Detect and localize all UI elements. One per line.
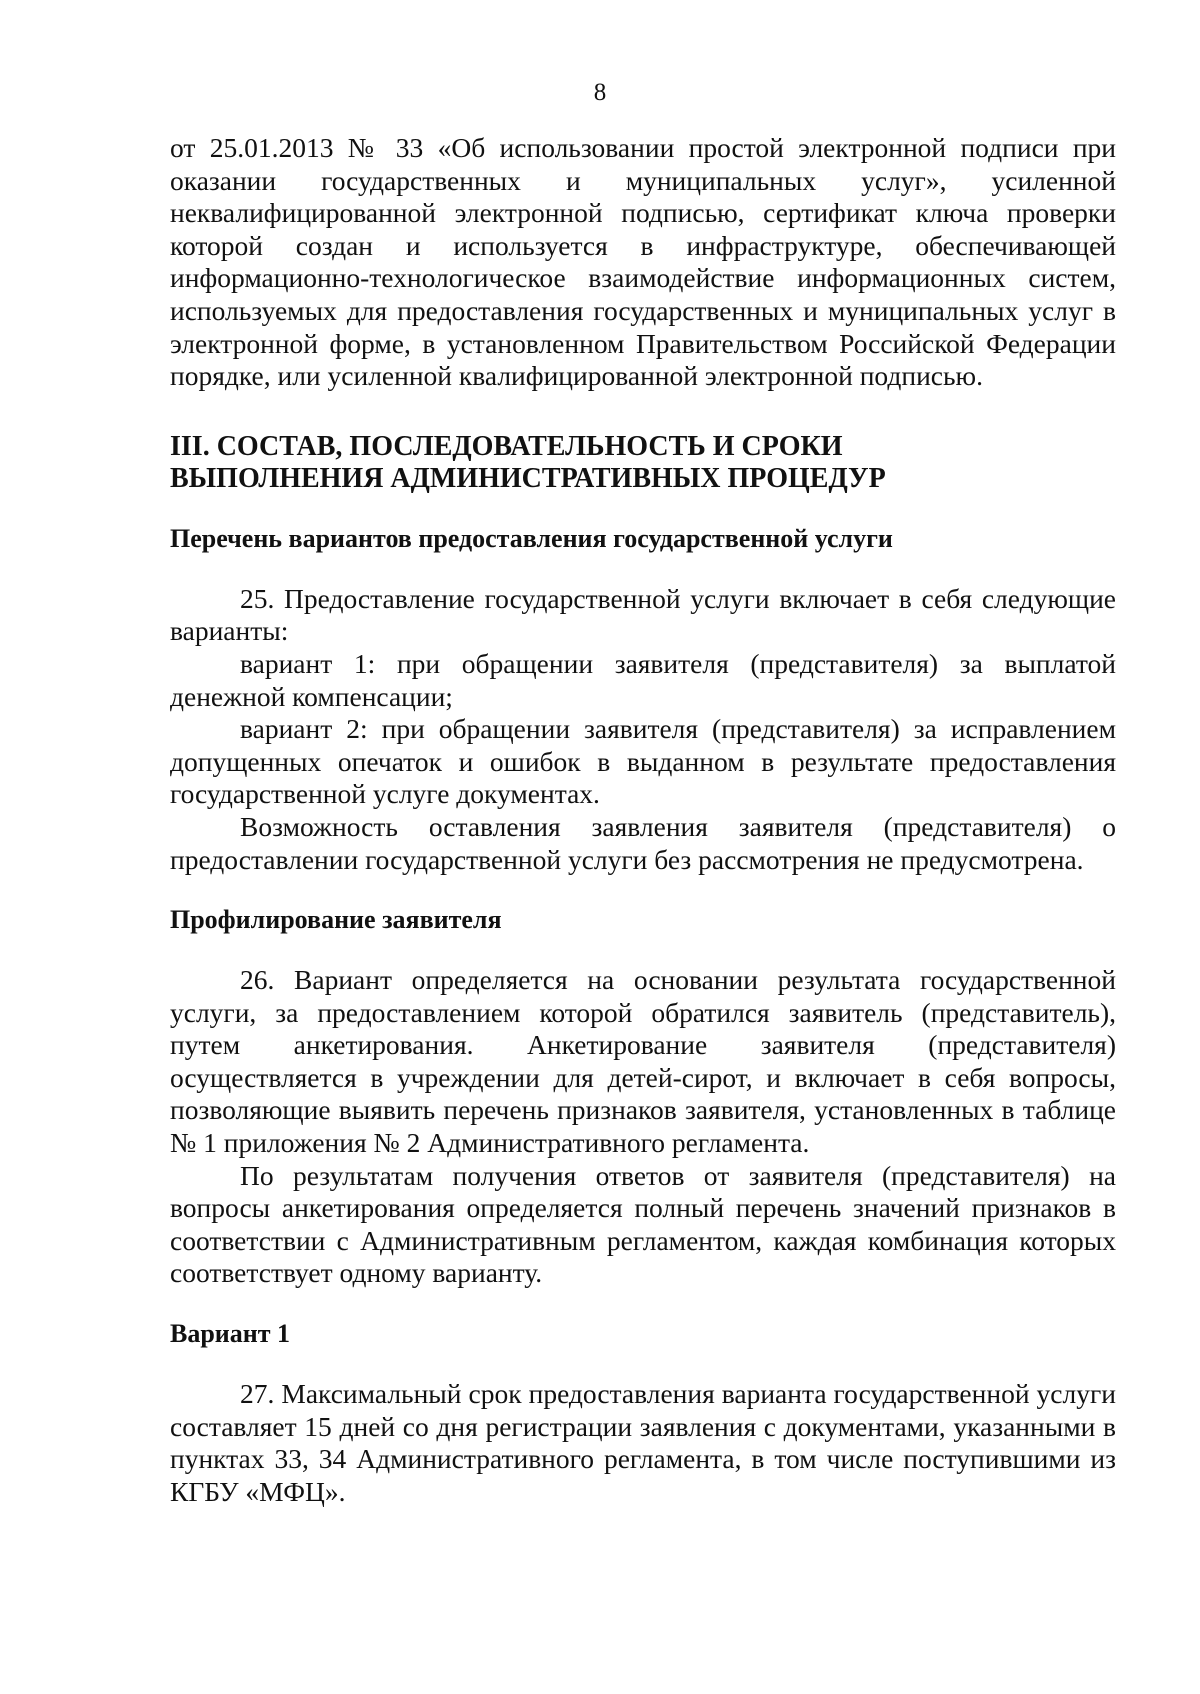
continuation-paragraph: от 25.01.2013 № 33 «Об использовании простой электронной подписи при оказании государственных и муниципальных услуг», усиленной неквалифицированной электронной подписью, сертификат ключа проверки которой создан и используется в инфраструктуре, обеспечивающей информационно-технологическое взаимодействие информационных систем, используемых для предоставления государственных и муниципальных услуг в электронной форме, в установленном Правительством Российской Федерации порядке, или усиленной квалифицированной электронной подписью. bbox=[170, 132, 1116, 392]
spacer bbox=[170, 555, 1116, 583]
paragraph-25: 25. Предоставление государственной услуги включает в себя следующие варианты: bbox=[170, 582, 1116, 647]
paragraph-profiling-results: По результатам получения ответов от заявителя (представителя) на вопросы анкетирования определяется полный перечень значений признаков в соответствии с Административным регламентом, каждая комбинация которых соответствует одному варианту. bbox=[170, 1159, 1116, 1289]
subsection-title-variants: Перечень вариантов предоставления государственной услуги bbox=[170, 523, 893, 553]
section-title bbox=[170, 431, 1116, 495]
spacer bbox=[170, 936, 1116, 964]
spacer bbox=[170, 1350, 1116, 1378]
paragraph-no-rejection: Возможность оставления заявления заявителя (представителя) о предоставлении государственной услуги без рассмотрения не предусмотрена. bbox=[170, 810, 1116, 875]
spacer bbox=[170, 876, 1116, 904]
page-number: 8 bbox=[593, 79, 607, 106]
paragraph-27: 27. Максимальный срок предоставления варианта государственной услуги составляет 15 дней со дня регистрации заявления с документами, указанными в пунктах 33, 34 Административного регламента, в том числе поступившими из КГБУ «МФЦ». bbox=[170, 1378, 1116, 1507]
section-title-line-2: ВЫПОЛНЕНИЯ АДМИНИСТРАТИВНЫХ ПРОЦЕДУР bbox=[170, 462, 886, 494]
paragraph-variant-1-item: вариант 1: при обращении заявителя (представителя) за выплатой денежной компенсации; bbox=[170, 647, 1116, 712]
document-body bbox=[170, 132, 1116, 1508]
section-title-line-1: III. СОСТАВ, ПОСЛЕДОВАТЕЛЬНОСТЬ И СРОКИ bbox=[170, 430, 843, 462]
spacer bbox=[170, 1290, 1116, 1318]
paragraph-26: 26. Вариант определяется на основании результата государственной услуги, за предоставлением которой обратился заявитель (представитель), путем анкетирования. Анкетирование заявителя (представителя) осуществляется в учреждении для детей-сирот, и включает в себя вопросы, позволяющие выявить перечень признаков заявителя, установленных в таблице № 1 приложения № 2 Административного регламента. bbox=[170, 964, 1116, 1159]
spacer bbox=[170, 495, 1116, 523]
subsection-title-variant-1: Вариант 1 bbox=[170, 1319, 291, 1349]
paragraph-variant-2-item: вариант 2: при обращении заявителя (представителя) за исправлением допущенных опечаток и ошибок в выданном в результате предоставления государственной услуге документах. bbox=[170, 713, 1116, 810]
spacer bbox=[170, 393, 1116, 431]
subsection-title-profiling: Профилирование заявителя bbox=[170, 905, 502, 935]
